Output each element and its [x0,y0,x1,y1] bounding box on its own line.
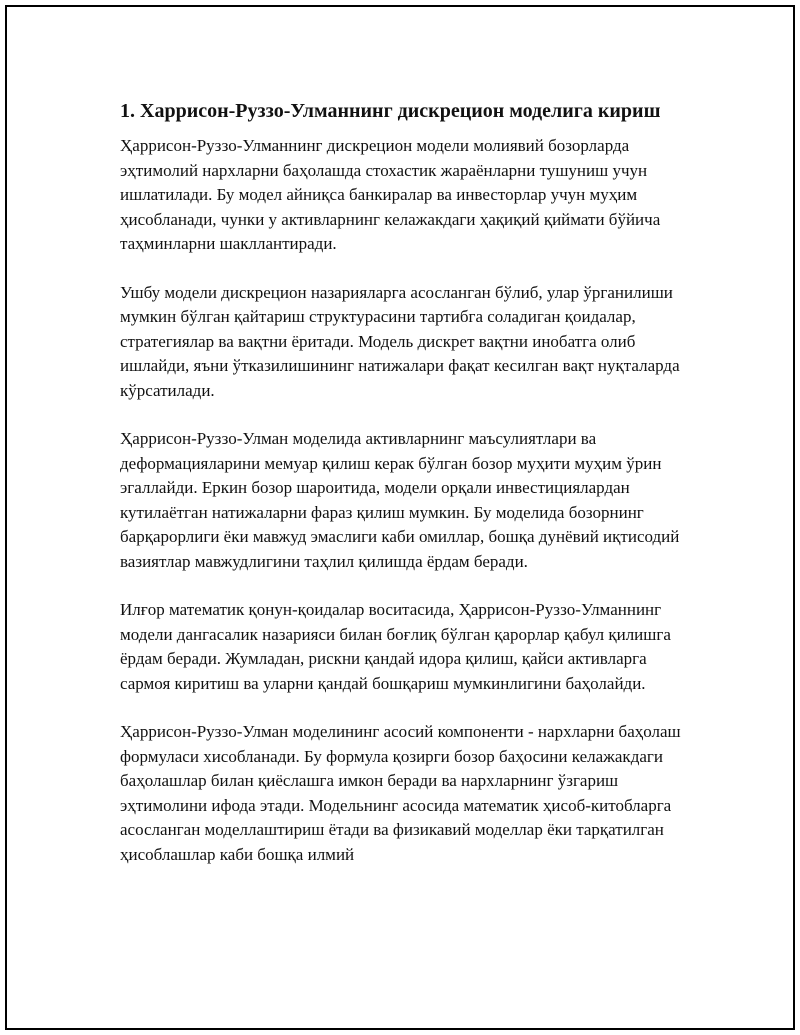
paragraph-5: Ҳаррисон-Руззо-Улман моделининг асосий компоненти - нархларни баҳолаш формуласи хисобланади. Бу формула қозирги бозор баҳосини келажакдаги баҳолашлар билан қиёслашга имкон беради ва нархларнинг ўзгариш эҳтимолини ифода этади. Модельнинг асосида математик ҳисоб-китобларга асосланган моделлаштириш ётади ва физикавий моделлар ёки тарқатилган ҳисоблашлар каби бошқа илмий [120,722,681,864]
paragraph-2: Ушбу модели дискрецион назарияларга асосланган бўлиб, улар ўрганилиши мумкин бўлган қайтариш структурасини тартибга соладиган қоидалар, стратегиялар ва вақтни ёритади. Модель дискрет вақтни инобатга олиб ишлайди, яъни ўтказилишининг натижалари фақат кесилган вақт нуқталарда кўрсатилади. [120,282,680,400]
page-frame [5,5,795,1030]
paragraph-3: Ҳаррисон-Руззо-Улман моделида активларнинг маъсулиятлари ва деформацияларини мемуар қилиш керак бўлган бозор муҳити муҳим ўрин эгаллайди. Еркин бозор шароитида, модели орқали инвестициялардан кутилаётган натижаларни фараз қилиш мумкин. Бу моделида бозорнинг барқарорлиги ёки мавжуд эмаслиги каби омиллар, бошқа дунёвий иқтисодий вазиятлар мавжудлигини таҳлил қилишда ёрдам беради. [120,429,680,571]
paragraph-1: Ҳаррисон-Руззо-Улманнинг дискрецион модели молиявий бозорларда эҳтимолий нархларни баҳолашда стохастик жараёнларни тушуниш учун ишлатилади. Бу модел айниқса банкиралар ва инвесторлар учун муҳим ҳисобланади, чунки у активларнинг келажакдаги ҳақиқий қиймати бўйича таҳминларни шакллантиради. [120,136,661,253]
document-body [120,97,700,891]
paragraph-4: Илғор математик қонун-қоидалар воситасида, Ҳаррисон-Руззо-Улманнинг модели дангасалик назарияси билан боғлиқ бўлган қарорлар қабул қилишга ёрдам беради. Жумладан, рискни қандай идора қилиш, қайси активларга сармоя киритиш ва уларни қандай бошқариш мумкинлигини баҳолайди. [120,600,671,693]
section-heading: 1. Харрисон-Руззо-Улманнинг дискрецион моделига кириш [120,100,661,122]
